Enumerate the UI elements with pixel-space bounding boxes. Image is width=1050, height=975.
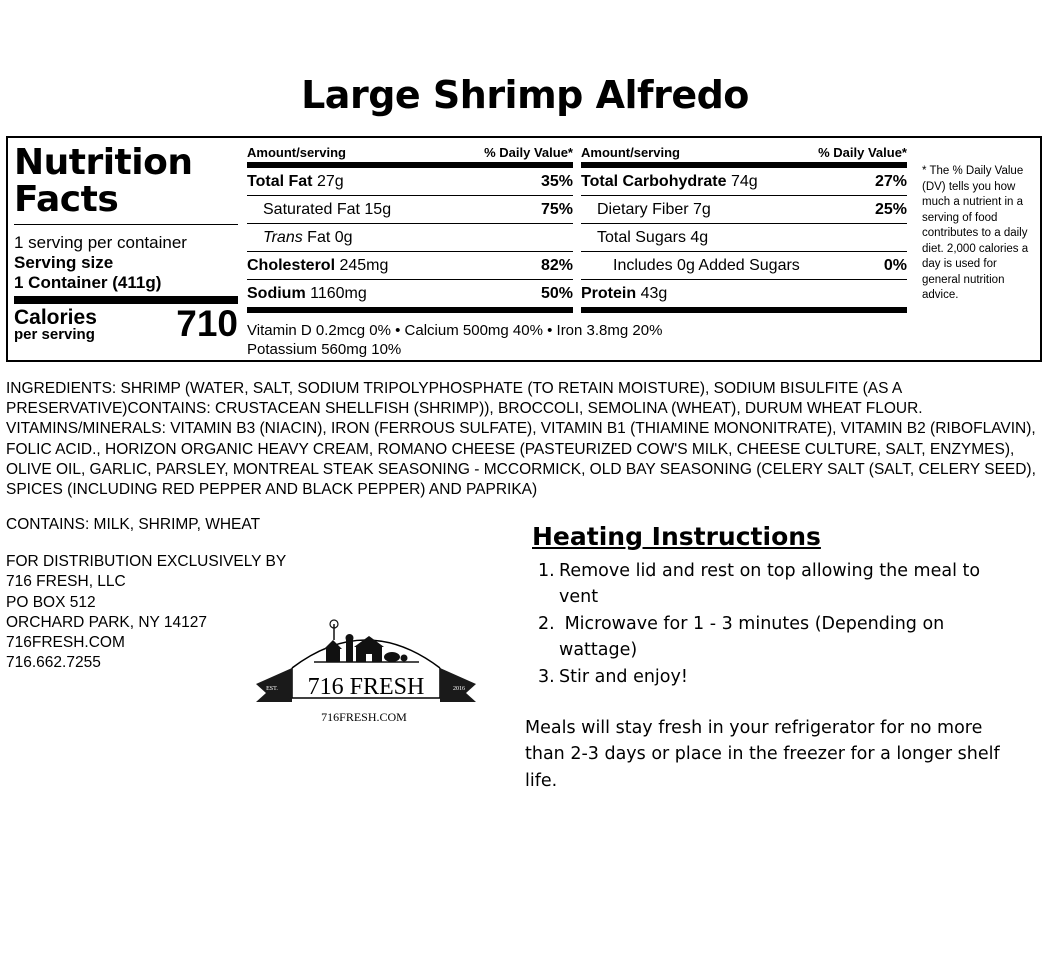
nutrient-name: Total Fat — [247, 172, 313, 190]
nutrient-row-protein — [581, 280, 907, 313]
nutrient-row-sodium — [247, 280, 573, 313]
nutrient-dv: 25% — [874, 200, 907, 218]
nutrient-name-italic: Trans — [263, 228, 303, 246]
nutrient-dv: 27% — [874, 172, 907, 190]
nutrient-row-cholesterol — [247, 252, 573, 280]
divider — [14, 224, 238, 225]
nutrient-row-added-sugars — [581, 252, 907, 280]
list-item — [538, 611, 988, 664]
716-fresh-logo — [254, 618, 478, 726]
list-item — [538, 664, 988, 690]
nutrition-left-block — [14, 144, 238, 346]
nutrient-row-total-fat — [247, 168, 573, 196]
nutrient-name: Fat — [307, 228, 331, 246]
address-line: 716 FRESH, LLC — [6, 573, 126, 591]
nutrition-heading-1: Nutrition — [14, 142, 193, 183]
nutrient-column-right — [581, 145, 907, 313]
allergen-statement: CONTAINS: MILK, SHRIMP, WHEAT — [6, 516, 261, 533]
nutrient-dv: 50% — [540, 284, 573, 302]
heating-instructions-title: Heating Instructions — [532, 522, 821, 551]
calories-label: Calories — [14, 306, 97, 329]
column-header — [581, 145, 907, 161]
logo-est: EST. — [266, 686, 278, 692]
nutrient-name: Includes 0g Added Sugars — [613, 256, 800, 274]
calories-value: 710 — [176, 303, 238, 344]
nutrient-name: Cholesterol — [247, 256, 336, 274]
nutrient-amount: 4g — [690, 228, 709, 246]
address-line: 716FRESH.COM — [6, 634, 125, 652]
step-number: 2. — [538, 613, 555, 634]
storage-note: Meals will stay fresh in your refrigerator for no more than 2-3 days or place in the freezer for a longer shelf life. — [525, 718, 1000, 791]
servings-per-container: 1 serving per container — [14, 233, 187, 252]
nutrient-name: Saturated Fat — [263, 200, 360, 218]
nutrient-name: Total Sugars — [597, 228, 686, 246]
nutrient-dv: 0% — [883, 256, 907, 274]
dv-header: % Daily Value* — [818, 145, 907, 160]
nutrient-name: Total Carbohydrate — [581, 172, 727, 190]
step-number: 1. — [538, 561, 555, 581]
address-line: FOR DISTRIBUTION EXCLUSIVELY BY — [6, 553, 287, 570]
step-number: 3. — [538, 666, 555, 687]
serving-size-value: 1 Container (411g) — [14, 273, 162, 292]
step-text: Microwave for 1 - 3 minutes (Depending on wattage) — [559, 613, 950, 661]
list-item — [538, 558, 988, 611]
nutrient-row-total-carbohydrate — [581, 168, 907, 196]
nutrient-name: Sodium — [247, 284, 306, 302]
nutrient-amount: 74g — [730, 172, 758, 190]
nutrient-amount: 7g — [693, 200, 711, 218]
logo-url: 716FRESH.COM — [321, 710, 407, 724]
nutrient-row-trans-fat — [247, 224, 573, 252]
step-text: Stir and enjoy! — [559, 666, 688, 687]
logo-year: 2016 — [453, 686, 465, 692]
amount-header: Amount/serving — [247, 145, 346, 160]
nutrition-heading-2: Facts — [14, 179, 119, 220]
daily-value-footnote: * The % Daily Value (DV) tells you how much a nutrient in a serving of food contributes to a daily diet. 2,000 calories a day is used for general nutrition advice. — [922, 165, 1029, 301]
vitamins-minerals — [247, 321, 662, 359]
nutrient-dv: 82% — [540, 256, 573, 274]
nutrient-column-left — [247, 145, 573, 313]
dv-header: % Daily Value* — [484, 145, 573, 160]
address-line: 716.662.7255 — [6, 654, 101, 672]
nutrition-facts-panel — [6, 136, 1042, 362]
address-line: ORCHARD PARK, NY 14127 — [6, 613, 208, 631]
nutrient-amount: 27g — [316, 172, 344, 190]
step-text: Remove lid and rest on top allowing the meal to vent — [559, 561, 981, 608]
serving-size-label: Serving size — [14, 253, 114, 272]
nutrient-row-saturated-fat — [247, 196, 573, 224]
nutrient-row-dietary-fiber — [581, 196, 907, 224]
nutrient-amount: 43g — [640, 284, 668, 302]
ingredients-text: INGREDIENTS: SHRIMP (WATER, SALT, SODIUM TRIPOLYPHOSPHATE (TO RETAIN MOISTURE), SODIUM BISULFITE (AS A PRESERVATIVE)CONTAINS: CRUSTACEAN SHELLFISH (SHRIMP)), BROCCOLI, SEMOLINA (WHEAT), DURUM WHEAT FLOUR. VITAMINS/MINERALS: VITAMIN B3 (NIACIN), IRON (FERROUS SULFATE), VITAMIN B1 (THIAMINE MONONITRATE), VITAMIN B2 (RIBOFLAVIN), FOLIC ACID., HORIZON ORGANIC HEAVY CREAM, ROMANO CHEESE (PASTEURIZED COW'S MILK, CHEESE CULTURE, SALT, ENZYMES), OLIVE OIL, GARLIC, PARSLEY, MONTREAL STEAK SEASONING - MCCORMICK, OLD BAY SEASONING (CELERY SALT (SALT, CELERY SEED), SPICES (INCLUDING RED PEPPER AND BLACK PEPPER) AND PAPRIKA) — [6, 380, 1036, 499]
nutrient-dv: 35% — [540, 172, 573, 190]
calories-row — [14, 304, 238, 346]
product-title: Large Shrimp Alfredo — [301, 73, 749, 117]
logo-name: 716 FRESH — [307, 674, 425, 700]
calories-sub: per serving — [14, 326, 95, 343]
distributor-address — [6, 552, 286, 674]
nutrient-amount: 15g — [364, 200, 392, 218]
nutrient-amount: 1160mg — [310, 284, 367, 302]
nutrient-dv: 75% — [540, 200, 573, 218]
nutrient-name: Dietary Fiber — [597, 200, 689, 218]
vitamins-line-2: Potassium 560mg 10% — [247, 341, 402, 358]
nutrient-amount: 0g — [334, 228, 353, 246]
vitamins-line-1: Vitamin D 0.2mcg 0% • Calcium 500mg 40% • Iron 3.8mg 20% — [247, 322, 663, 339]
column-header — [247, 145, 573, 161]
nutrient-amount: 245mg — [339, 256, 389, 274]
nutrient-row-total-sugars — [581, 224, 907, 252]
heating-steps — [538, 558, 988, 690]
address-line: PO BOX 512 — [6, 593, 96, 611]
amount-header: Amount/serving — [581, 145, 680, 160]
nutrient-name: Protein — [581, 284, 637, 302]
